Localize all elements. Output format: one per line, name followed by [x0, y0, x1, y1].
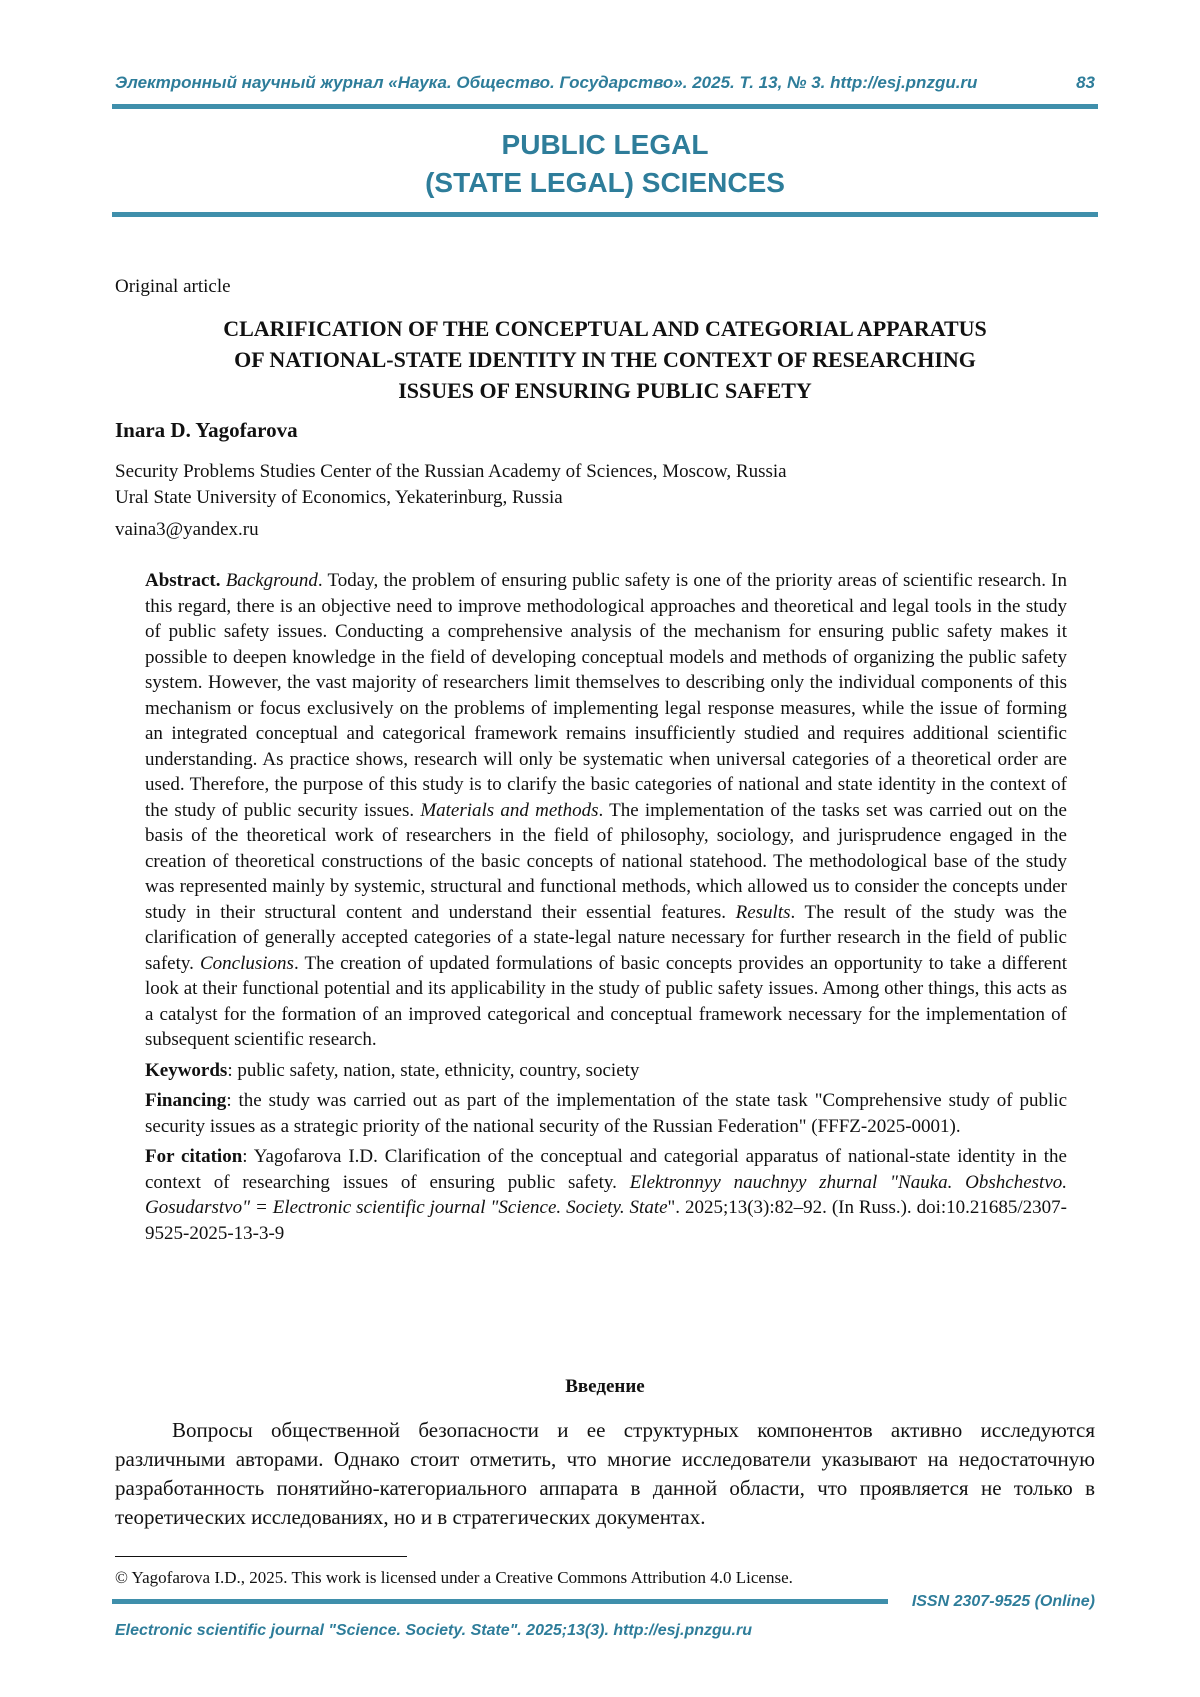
citation-text: : Yagofarova I.D. Clarification of the conceptual and categorial apparatus of national-state identity in the context of researching issues of ensuring public safety.	[145, 1146, 1067, 1193]
running-head	[115, 73, 1095, 97]
abstract-block	[145, 568, 1067, 1246]
background-text: . Today, the problem of ensuring public safety is one of the priority areas of scientific research. In this regard, there is an objective need to improve methodological approaches and theoretical and legal tools in the study of public safety issues. Conducting a comprehensive analysis of the mechanism for ensuring public safety makes it possible to deepen knowledge in the field of developing conceptual models and methods of organizing the public safety system. However, the vast majority of researchers limit themselves to describing only the individual components of this mechanism or focus exclusively on the problems of implementing legal response measures, while the issue of forming an integrated conceptual and categorical framework remains insufficiently studied and requires additional scientific understanding. As practice shows, research will only be systematic when universal categories of a theoretical order are used. Therefore, the purpose of this study is to clarify the basic categories of national and state identity in the context of the study of public security issues.	[145, 570, 1067, 821]
footer-rule	[112, 1599, 888, 1604]
abstract-label: Abstract.	[145, 570, 221, 591]
section-rule	[112, 212, 1098, 217]
methods-text: . The implementation of the tasks set was carried out on the basis of the theoretical work of researchers in the field of philosophy, sociology, and jurisprudence engaged in the creation of theoretical constructions of the basic concepts of national statehood. The methodological base of the study was represented mainly by systemic, structural and functional methods, which allowed us to consider the concepts under study in their structural content and understand their essential features.	[145, 799, 1067, 923]
running-head-text: Электронный научный журнал «Наука. Общество. Государство». 2025. Т. 13, № 3. http://esj.pnzgu.ru	[115, 73, 978, 92]
affiliations	[115, 459, 787, 511]
affiliation-2: Ural State University of Economics, Yekaterinburg, Russia	[115, 487, 563, 508]
financing-text: : the study was carried out as part of the implementation of the state task "Comprehensive study of public security issues as a strategic priority of the national security of the Russian Federation" (FFFZ-2025-0001).	[145, 1090, 1067, 1137]
citation	[145, 1144, 1067, 1246]
issn: ISSN 2307-9525 (Online)	[911, 1593, 1095, 1610]
background-label: Background	[225, 570, 318, 591]
article-title-line3: ISSUES OF ENSURING PUBLIC SAFETY	[398, 378, 812, 403]
article-title-line2: OF NATIONAL-STATE IDENTITY IN THE CONTEXT OF RESEARCHING	[234, 347, 976, 372]
article-title	[115, 313, 1095, 406]
section-title-line2: (STATE LEGAL) SCIENCES	[425, 167, 785, 198]
section-title-line1: PUBLIC LEGAL	[501, 129, 709, 160]
citation-journal: Elektronnyy nauchnyy zhurnal "Nauka. Obshchestvo. Gosudarstvo" = Electronic scientific journal "Science. Society. State	[145, 1171, 1068, 1218]
page-number: 83	[1076, 73, 1095, 92]
article-title-line1: CLARIFICATION OF THE CONCEPTUAL AND CATEGORIAL APPARATUS	[223, 316, 987, 341]
article-type: Original article	[115, 276, 231, 297]
financing	[145, 1088, 1067, 1139]
conclusions-text: . The creation of updated formulations of basic concepts provides an opportunity to take a different look at their functional potential and its applicability in the study of public safety issues. Among other things, this acts as a catalyst for the formation of an improved categorical and conceptual framework necessary for the implementation of subsequent scientific research.	[145, 952, 1067, 1050]
intro-heading: Введение	[565, 1376, 645, 1397]
section-title	[112, 126, 1098, 202]
footnote-rule	[115, 1556, 407, 1557]
author-name: Inara D. Yagofarova	[115, 418, 298, 442]
results-text: . The result of the study was the clarification of generally accepted categories of a state-legal nature necessary for further research in the field of public safety.	[145, 901, 1067, 974]
citation-doi: ". 2025;13(3):82–92. (In Russ.). doi:10.21685/2307-9525-2025-13-3-9	[145, 1197, 1067, 1244]
results-label: Results	[735, 901, 791, 923]
affiliation-1: Security Problems Studies Center of the Russian Academy of Sciences, Moscow, Russia	[115, 461, 787, 482]
keywords-label: Keywords	[145, 1059, 228, 1081]
conclusions-label: Conclusions	[200, 952, 294, 974]
methods-label: Materials and methods	[420, 799, 599, 821]
financing-label: Financing	[145, 1090, 227, 1111]
header-rule	[112, 104, 1098, 109]
author-email[interactable]: vaina3@yandex.ru	[115, 519, 259, 540]
abstract-paragraph	[145, 568, 1067, 1053]
keywords	[145, 1058, 1067, 1084]
intro-paragraph: Вопросы общественной безопасности и ее структурных компонентов активно исследуются различными авторами. Однако стоит отметить, что многие исследователи указывают на недостаточную разработанность понятийно-категориального аппарата в данной области, что проявляется не только в теоретических исследованиях, но и в стратегических документах.	[115, 1418, 1095, 1529]
citation-label: For citation	[145, 1146, 243, 1167]
keywords-text: : public safety, nation, state, ethnicity, country, society	[227, 1059, 640, 1081]
footer-journal: Electronic scientific journal "Science. Society. State". 2025;13(3). http://esj.pnzgu.ru	[115, 1622, 752, 1639]
license-footnote: © Yagofarova I.D., 2025. This work is licensed under a Creative Commons Attribution 4.0 License.	[115, 1568, 793, 1587]
